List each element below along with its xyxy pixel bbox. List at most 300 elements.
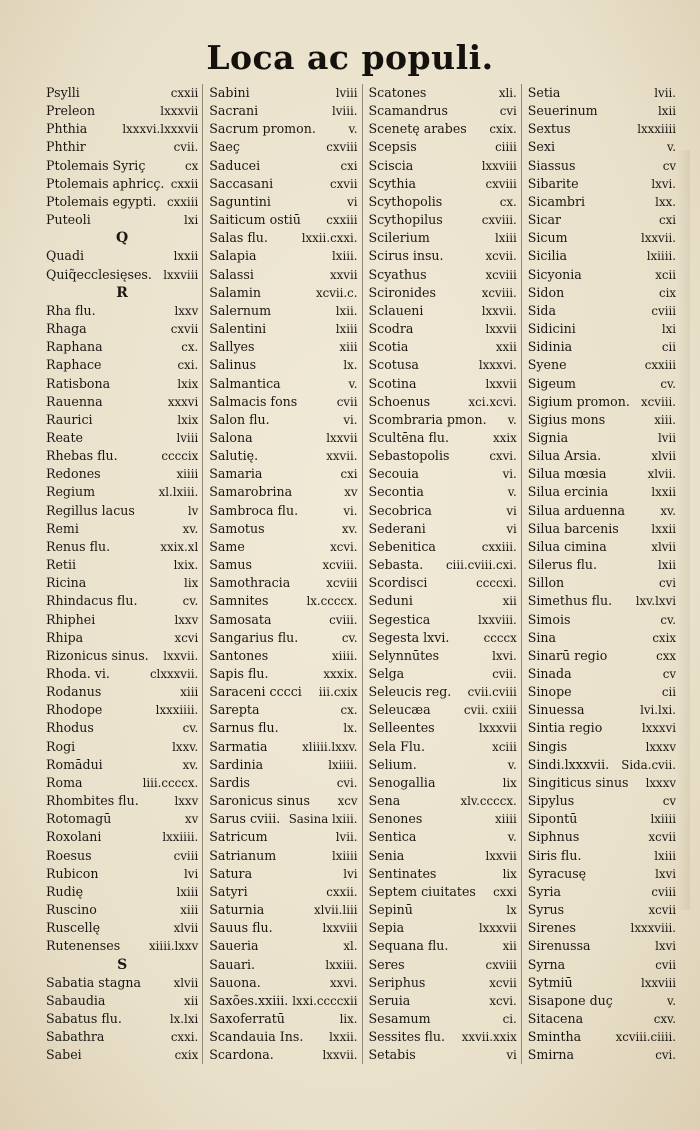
entry-reference: xxxvi [167,394,199,409]
entry-reference: lxi [661,322,677,337]
index-entry [203,1046,361,1064]
entry-name: Renus flu. [46,538,111,554]
entry-name: Scultēna flu. [368,429,449,445]
index-entry [363,937,521,955]
entry-reference: xxvii. [326,449,358,464]
index-entry [44,538,202,556]
entry-name: Psylli [46,85,80,100]
index-entry [203,901,361,919]
entry-name: Sinada [527,666,572,681]
entry-name: Sicilia [527,248,568,264]
entry-name: Scodra [368,321,414,337]
entry-name: Rhodope [46,702,103,718]
index-entry [44,1046,202,1064]
entry-reference: lxxii.cxxi. [301,231,358,246]
entry-name: Rubicon [46,865,99,881]
index-entry [203,338,361,356]
entry-reference: lix [502,775,517,790]
index-entry [44,483,202,501]
entry-name: Sinope [527,684,572,700]
index-entry [203,883,361,901]
entry-reference: xcvi. [330,539,358,554]
index-entry [203,284,361,302]
entry-name: Scythopolis [368,193,443,209]
entry-reference: lxiii [335,322,358,337]
entry-name: Rhaga [46,321,87,337]
entry-reference: lxxxvi.lxxxvii [122,122,199,137]
index-entry [522,411,680,429]
entry-reference: xcvi [174,630,199,645]
entry-name: Raurici [46,411,93,427]
entry-name: Satura [209,865,253,881]
entry-name: Singis [527,738,568,754]
section-letter: Q [116,230,129,247]
index-entry [363,647,521,665]
entry-reference: lx. [343,721,358,736]
index-entry [363,483,521,501]
index-entry [522,393,680,411]
entry-reference: cviii [651,303,677,318]
entry-name: Sipontū [527,811,578,827]
index-entry [522,629,680,647]
entry-reference: lxxvii [485,322,517,337]
index-entry [363,756,521,774]
entry-name: Sicambri [527,193,586,209]
index-entry [203,193,361,211]
index-entry [44,447,202,465]
entry-reference: vi [506,1048,517,1063]
index-entry [44,865,202,883]
index-entry [203,538,361,556]
index-entry [203,937,361,955]
entry-name: Retii [46,557,77,573]
entry-reference: lix [184,576,199,591]
entry-name: Sigium promon. [527,393,630,409]
entry-name: Silua ercinia [527,484,609,500]
index-entry [44,356,202,374]
entry-reference: lvii. [654,86,677,100]
index-entry [203,974,361,992]
index-entry [203,483,361,501]
index-entry [203,502,361,520]
entry-name: Satrianum [209,847,277,863]
entry-reference: xciii [492,739,517,754]
entry-reference: ccccx [483,630,517,645]
entry-reference: xii [502,939,517,954]
entry-reference: lxiii [176,884,199,899]
index-entry [44,120,202,138]
entry-reference: lxxviii. [477,612,517,627]
entry-name: Rhipa [46,629,84,645]
entry-reference: xxvi. [330,975,358,990]
index-entry [203,429,361,447]
entry-reference: ciii.cviii.cxi. [445,558,517,573]
entry-reference: cxi [658,213,677,228]
index-entry [44,193,202,211]
entry-reference: cviii [173,848,199,863]
index-entry [363,84,521,102]
entry-name: Scenetę arabes [368,121,467,137]
entry-name: Selium. [368,756,417,772]
index-entry [522,919,680,937]
entry-name: Sepinū [368,902,413,918]
entry-reference: lx.ccccx. [306,594,358,609]
section-letter: S [117,956,128,973]
index-entry [44,847,202,865]
entry-reference: xcvii [648,903,677,918]
index-entry [44,465,202,483]
index-entry [44,919,202,937]
entry-reference: xcii [655,267,677,282]
entry-name: Phthir [46,139,86,155]
index-entry [203,701,361,719]
index-entry [44,375,202,393]
entry-name: Salutię. [209,448,259,464]
entry-reference: v. [667,140,677,155]
entry-name: Silua barcenis [527,520,619,536]
entry-reference: lxxxiiii [637,122,677,137]
index-entry [363,865,521,883]
entry-name: Sclaueni [368,302,424,318]
entry-reference: xlvii [173,921,199,936]
entry-reference: lxxviii [163,267,199,282]
index-entry [363,447,521,465]
entry-name: Selga [368,666,405,681]
index-entry [363,465,521,483]
entry-name: Satyri [209,883,248,899]
index-entry [522,157,680,175]
index-entry [203,992,361,1010]
index-entry [203,356,361,374]
entry-reference: lxxv [174,612,199,627]
index-entry [363,302,521,320]
entry-name: Salmantica [209,375,281,391]
index-entry [522,865,680,883]
entry-name: Sequana flu. [368,938,449,954]
entry-reference: cii [661,685,677,700]
entry-reference: lxxvii [485,376,517,391]
entry-name: Sabini [209,85,250,100]
entry-reference: cv [662,794,677,809]
entry-reference: Sida.cvii. [621,757,677,772]
entry-reference: lxvi [655,939,677,954]
index-entry [522,719,680,737]
index-entry [363,792,521,810]
entry-name: Rogi [46,738,76,754]
entry-reference: vi [347,194,358,209]
entry-name: Roxolani [46,829,102,845]
entry-name: Sintia regio [527,720,603,736]
entry-reference: liii.ccccx. [142,775,199,790]
entry-name: Secouia [368,466,419,482]
index-entry [203,810,361,828]
entry-reference: ccccxi. [476,576,517,591]
index-entry [522,193,680,211]
entry-reference: ccccix [161,449,199,464]
entry-name: Rhoda. vi. [46,666,110,681]
entry-reference: cxviii [485,176,517,191]
entry-name: Rotomagū [46,811,112,827]
entry-name: Puteoli [46,212,91,228]
entry-reference: cxxii. [326,884,358,899]
entry-name: Ruscellę [46,920,101,936]
entry-reference: xliiii.lxxv. [302,739,358,754]
index-column-1 [44,84,202,1064]
index-entry [203,556,361,574]
entry-name: Sarepta [209,702,260,718]
index-entry [44,102,202,120]
entry-name: Saguntini [209,193,271,209]
entry-name: Sillon [527,575,565,591]
entry-name: Sirenes [527,920,576,936]
entry-reference: xl. [343,939,358,954]
entry-name: Seduni [368,593,413,609]
index-entry [522,792,680,810]
index-entry [522,810,680,828]
entry-reference: xcvii. [485,249,517,264]
entry-reference: xli. [498,86,517,100]
entry-name: Sidinia [527,339,573,355]
entry-name: Salona [209,429,253,445]
entry-reference: cxvii [170,322,199,337]
entry-reference: lxx. [655,194,677,209]
entry-reference: cxviii [326,140,358,155]
index-entry [44,157,202,175]
index-entry [522,84,680,102]
index-entry [363,592,521,610]
entry-name: Sesamum [368,1010,431,1026]
entry-reference: lxxxiiii. [155,703,199,718]
index-entry [522,211,680,229]
entry-name: Sirenussa [527,938,591,954]
index-entry [522,375,680,393]
index-entry [522,956,680,974]
entry-name: Sela Flu. [368,738,426,754]
index-entry [363,992,521,1010]
entry-reference: cxi [340,158,358,173]
entry-name: Salas flu. [209,230,268,246]
entry-reference: cxix [174,1048,199,1063]
index-entry [203,792,361,810]
index-entry [44,338,202,356]
entry-name: Scotina [368,375,417,391]
index-entry [44,629,202,647]
index-entry [363,919,521,937]
entry-reference: lxxxvi. [478,358,517,373]
index-entry [363,356,521,374]
index-entry [44,974,202,992]
index-entry [363,520,521,538]
entry-name: Salamin [209,284,262,300]
index-entry [522,483,680,501]
entry-name: Sabatus flu. [46,1010,122,1026]
entry-name: Quiq̃ecclesięses. [46,266,152,282]
entry-reference: xiii. [654,412,677,427]
entry-reference: xcviii.ciiii. [615,1030,677,1045]
entry-reference: lxix [177,376,199,391]
entry-name: Simethus flu. [527,593,613,609]
entry-reference: xxxix. [323,667,358,681]
entry-reference: lxix [177,412,199,427]
entry-reference: ci. [502,1011,517,1026]
entry-name: Sena [368,793,401,809]
entry-name: Regillus lacus [46,502,135,518]
entry-name: Rhodus [46,720,94,736]
entry-name: Siris flu. [527,847,582,863]
entry-reference: xv. [182,757,199,772]
index-entry [522,338,680,356]
index-entry [522,320,680,338]
entry-reference: lxii [658,558,677,573]
index-entry [363,538,521,556]
entry-name: Scamandrus [368,103,448,119]
entry-reference: xiii [339,340,358,355]
index-entry [203,229,361,247]
entry-name: Sarnus flu. [209,720,279,736]
index-entry [522,683,680,701]
entry-name: Samotus [209,520,265,536]
entry-reference: xxvii.xxix [461,1030,517,1045]
index-entry [522,665,680,683]
entry-name: Senones [368,811,423,827]
entry-reference: v. [507,412,517,427]
index-entry [363,193,521,211]
entry-name: Sytmiū [527,974,573,990]
index-entry [522,138,680,156]
entry-name: Raphana [46,339,103,355]
index-entry [363,229,521,247]
entry-name: Regium [46,484,96,500]
entry-name: Roesus [46,847,92,863]
index-entry [203,738,361,756]
entry-reference: xcviii. [481,285,517,300]
entry-name: Scirus insu. [368,248,444,264]
entry-name: Saducei [209,157,261,173]
entry-name: Sicyonia [527,266,582,282]
index-entry [363,956,521,974]
entry-name: Saturnia [209,902,265,918]
index-entry [522,738,680,756]
entry-name: Sabathra [46,1029,105,1045]
entry-reference: lxxvii. [322,1048,358,1063]
entry-name: Scyathus [368,266,427,282]
index-entry [203,175,361,193]
index-entry [203,756,361,774]
entry-reference: cxviii. [481,213,517,228]
entry-reference: lx. [343,358,358,373]
entry-name: Sidon [527,284,565,300]
index-entry [363,738,521,756]
entry-name: Salinus [209,357,257,373]
index-entry [363,175,521,193]
entry-name: Rha flu. [46,302,96,318]
entry-reference: lxiii [495,231,517,246]
entry-name: Rhiphei [46,611,96,627]
entry-reference: cviii [651,884,677,899]
entry-name: Senogallia [368,774,436,790]
index-entry [522,992,680,1010]
entry-reference: cxxiii [167,194,199,209]
index-entry [522,102,680,120]
entry-reference: v. [507,830,517,845]
index-entry [44,1028,202,1046]
entry-name: Setia [527,85,561,100]
index-entry [203,393,361,411]
index-entry [522,284,680,302]
entry-reference: cvii. cxiii [463,703,517,718]
entry-name: Silua mœsia [527,466,607,482]
entry-name: Sessites flu. [368,1029,446,1045]
entry-reference: xcviii. [641,394,677,409]
index-entry [363,828,521,846]
index-entry [363,393,521,411]
entry-name: Syria [527,883,562,899]
entry-name: Preleon [46,103,96,119]
index-entry [522,175,680,193]
entry-reference: cxi [340,467,358,482]
entry-reference: cx. [340,703,358,718]
index-entry [363,665,521,683]
page-title: Loca ac populi. [206,38,494,77]
index-entry [44,429,202,447]
index-entry [203,847,361,865]
index-entry [44,302,202,320]
index-entry [522,447,680,465]
entry-name: Selleentes [368,720,435,736]
entry-reference: xiii [180,903,199,918]
entry-name: Saxoferratū [209,1010,285,1026]
index-entry [522,1046,680,1064]
entry-reference: xcvi. [489,993,517,1008]
index-entry [363,611,521,629]
index-entry [203,1010,361,1028]
index-entry [203,865,361,883]
entry-name: Sicar [527,212,562,228]
index-column-3 [362,84,521,1064]
entry-name: Sardis [209,774,250,790]
entry-name: Schoenus [368,393,431,409]
entry-reference: lxxvii [485,848,517,863]
entry-reference: xcvii [489,975,517,990]
entry-reference: lxiiii [331,848,358,863]
entry-reference: xv. [660,503,677,518]
entry-reference: lxxii [651,485,677,500]
entry-reference: xxii [495,340,517,355]
entry-reference: xci.xcvi. [468,394,517,409]
entry-name: Sauus flu. [209,920,273,936]
entry-name: Same [209,538,245,554]
entry-reference: xlvii [651,539,677,554]
entry-name: Sextus [527,121,571,137]
index-entry [522,1010,680,1028]
index-entry [522,592,680,610]
entry-reference: cxviii [485,957,517,972]
index-entry [363,719,521,737]
entry-reference: lxiiii. [646,249,677,264]
index-entry [522,756,680,774]
entry-name: Singiticus sinus [527,774,629,790]
entry-name: Sacrum promon. [209,121,316,137]
entry-name: Sangarius flu. [209,629,299,645]
entry-name: Scythia [368,175,417,191]
index-entry [363,574,521,592]
entry-name: Sitacena [527,1010,584,1026]
index-entry [44,211,202,229]
index-entry [522,574,680,592]
entry-reference: lxxii [651,521,677,536]
entry-name: Siassus [527,157,576,173]
entry-reference: lxxxvii [478,921,517,936]
